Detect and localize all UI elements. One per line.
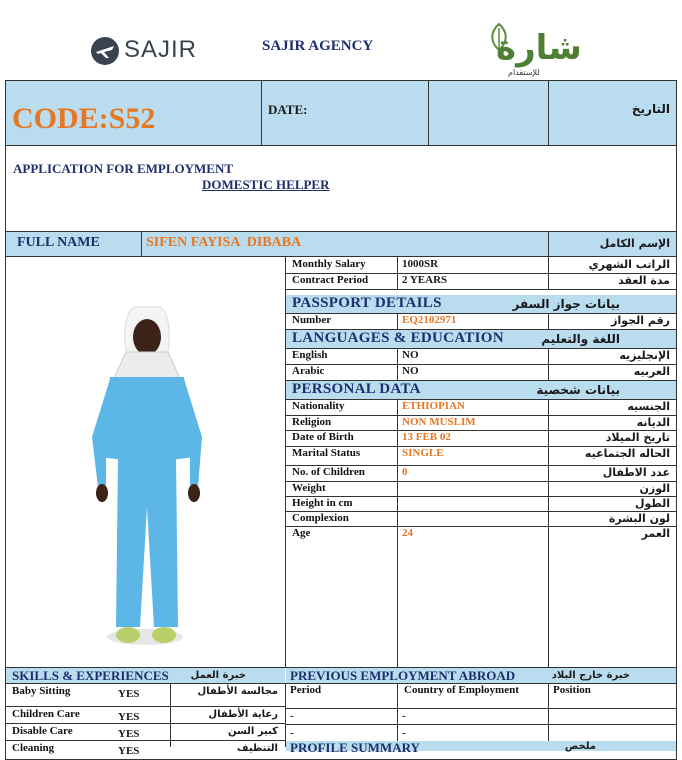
- date-label: DATE:: [268, 102, 308, 117]
- personal-row-8-label: Age: [292, 527, 311, 539]
- skill-value-0: YES: [118, 688, 140, 700]
- fullname-label: FULL NAME: [17, 235, 100, 250]
- col-position: Position: [553, 684, 591, 696]
- personal-row-7-label-ar: لون البشرة: [608, 512, 670, 525]
- agency-name: SAJIR AGENCY: [262, 38, 374, 54]
- skill-label-3: Cleaning: [12, 742, 55, 754]
- personal-row-0-value: ETHIOPIAN: [402, 400, 465, 412]
- arabic-label-ar: العربيه: [633, 365, 670, 378]
- personal-row-5-label-ar: الوزن: [639, 482, 670, 495]
- profile-title-ar: ملخص: [564, 741, 596, 752]
- skill-value-1: YES: [118, 711, 140, 723]
- english-label-ar: الإنجليزيه: [619, 349, 670, 362]
- personal-row-2-label: Date of Birth: [292, 431, 354, 443]
- personal-row-4-label-ar: عدد الاطفال: [602, 466, 670, 479]
- salary-value: 1000SR: [402, 258, 439, 270]
- application-title: APPLICATION FOR EMPLOYMENT: [13, 161, 234, 176]
- application-subtitle: DOMESTIC HELPER: [202, 177, 330, 192]
- plane-icon: [90, 36, 120, 66]
- personal-title-ar: بيانات شخصية: [536, 383, 620, 397]
- arabic-value: NO: [402, 365, 419, 377]
- skill-label-ar-2: كبير السن: [227, 726, 278, 737]
- passport-number-label: Number: [292, 314, 332, 326]
- personal-row-6-label: Height in cm: [292, 497, 353, 509]
- prev-country-1: -: [402, 710, 406, 722]
- shara-logo: [478, 18, 582, 78]
- english-label: English: [292, 349, 328, 361]
- skill-label-ar-0: مجالسة الأطفال: [197, 686, 278, 697]
- col-period: Period: [290, 684, 322, 696]
- contract-period-value: 2 YEARS: [402, 274, 448, 286]
- shara-logo-calligraphy: شارة: [496, 28, 582, 68]
- passport-number-value: EQ2102971: [402, 314, 457, 326]
- prev-period-2: -: [290, 727, 294, 739]
- personal-row-3-value: SINGLE: [402, 447, 444, 459]
- personal-row-2-label-ar: تاريخ الميلاد: [605, 431, 670, 444]
- skills-title-ar: خبرة العمل: [190, 670, 246, 681]
- personal-row-4-label: No. of Children: [292, 466, 365, 478]
- passport-title: PASSPORT DETAILS: [292, 295, 442, 311]
- personal-row-7-label: Complexion: [292, 512, 349, 524]
- passport-number-label-ar: رقم الجواز: [611, 314, 670, 327]
- arabic-label: Arabic: [292, 365, 325, 377]
- applicant-photo: [6, 257, 285, 667]
- profile-title: PROFILE SUMMARY: [290, 740, 420, 755]
- applicant-figure: [6, 257, 285, 667]
- sajir-logo: [90, 34, 200, 68]
- passport-title-ar: بيانات جواز السفر: [512, 297, 620, 311]
- skill-label-0: Baby Sitting: [12, 685, 71, 697]
- personal-row-3-label-ar: الحاله الجتماعيه: [584, 447, 670, 460]
- personal-row-1-label: Religion: [292, 416, 332, 428]
- previous-title-ar: خبرة خارج البلاد: [551, 670, 630, 681]
- personal-row-5-label: Weight: [292, 482, 326, 494]
- skill-value-3: YES: [118, 745, 140, 757]
- personal-row-1-label-ar: الديانه: [636, 416, 670, 429]
- previous-title: PREVIOUS EMPLOYMENT ABROAD: [290, 668, 516, 683]
- code-value: CODE:S52: [12, 102, 156, 135]
- date-label-ar: التاريخ: [631, 102, 670, 116]
- contract-period-label-ar: مدة العقد: [618, 274, 670, 287]
- prev-country-2: -: [402, 727, 406, 739]
- personal-row-6-label-ar: الطول: [634, 497, 670, 510]
- skill-label-ar-1: رعاية الأطفال: [208, 709, 278, 720]
- personal-row-0-label: Nationality: [292, 400, 345, 412]
- prev-period-1: -: [290, 710, 294, 722]
- date-field[interactable]: [430, 82, 547, 144]
- skill-label-ar-3: التنظيف: [236, 743, 278, 754]
- fullname-value: SIFEN FAYISA DIBABA: [146, 235, 302, 250]
- personal-row-8-value: 24: [402, 527, 413, 539]
- english-value: NO: [402, 349, 419, 361]
- personal-row-0-label-ar: الجنسيه: [627, 400, 670, 413]
- skill-label-2: Disable Care: [12, 725, 73, 737]
- skill-label-1: Children Care: [12, 708, 80, 720]
- personal-row-1-value: NON MUSLIM: [402, 416, 476, 428]
- shara-logo-subtext: للإستقدام: [508, 68, 540, 77]
- personal-row-2-value: 13 FEB 02: [402, 431, 451, 443]
- salary-label-ar: الراتب الشهري: [588, 258, 670, 271]
- skills-title: SKILLS & EXPERIENCES: [12, 668, 169, 683]
- personal-title: PERSONAL DATA: [292, 381, 421, 397]
- sajir-logo-text: SAJIR: [124, 36, 198, 63]
- contract-period-label: Contract Period: [292, 274, 369, 286]
- col-country: Country of Employment: [404, 684, 519, 696]
- fullname-label-ar: الإسم الكامل: [599, 237, 670, 250]
- salary-label: Monthly Salary: [292, 258, 366, 270]
- personal-row-3-label: Marital Status: [292, 447, 361, 459]
- languages-title: LANGUAGES & EDUCATION: [292, 330, 504, 346]
- skill-value-2: YES: [118, 728, 140, 740]
- languages-title-ar: اللغة والتعليم: [541, 332, 620, 346]
- personal-row-4-value: 0: [402, 466, 408, 478]
- personal-row-8-label-ar: العمر: [641, 527, 670, 540]
